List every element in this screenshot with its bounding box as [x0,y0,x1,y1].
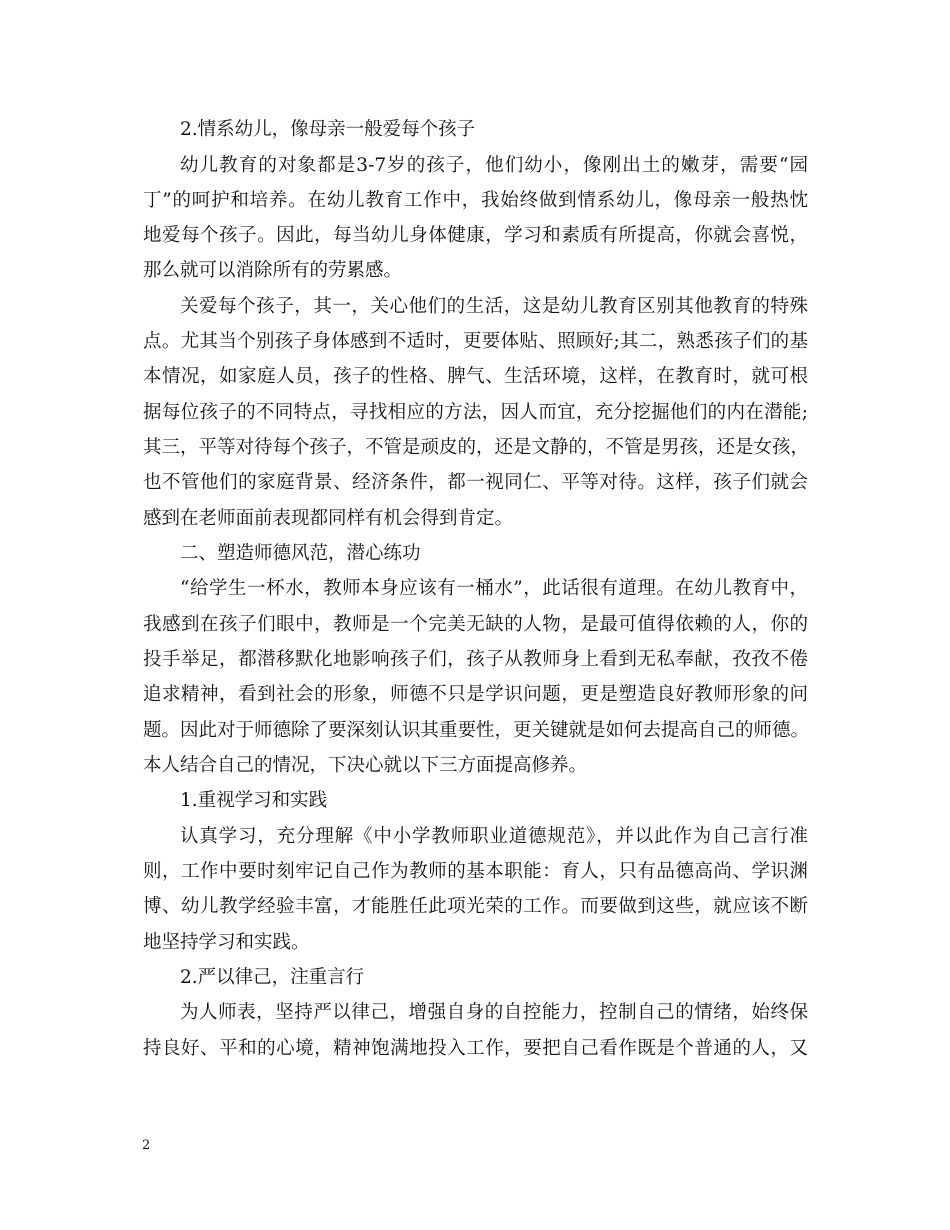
paragraph-line: 题。因此对于师德除了要深刻认识其重要性，更关键就是如何去提高自己的师德。 [143,720,810,741]
paragraph-line: 追求精神，看到社会的形象，师德不只是学识问题，更是塑造良好教师形象的问 [143,684,808,705]
paragraph-line: 地爱每个孩子。因此，每当幼儿身体健康，学习和素质有所提高，你就会喜悦， [143,225,808,246]
paragraph-line: 也不管他们的家庭背景、经济条件，都一视同仁、平等对待。这样，孩子们就会 [143,472,808,493]
paragraph-line: 持良好、平和的心境，精神饱满地投入工作，要把自己看作既是个普通的人，又 [143,1038,808,1059]
paragraph-line: 点。尤其当个别孩子身体感到不适时，更要体贴、照顾好;其二，熟悉孩子们的基 [143,331,808,352]
paragraph-line: 投手举足，都潜移默化地影响孩子们，孩子从教师身上看到无私奉献，孜孜不倦 [143,649,808,670]
heading-study-practice: 1.重视学习和实践 [180,790,328,811]
paragraph-line: 本人结合自己的情况，下决心就以下三方面提高修养。 [143,755,588,776]
heading-teacher-ethics: 二、塑造师德风范，潜心练功 [180,543,421,564]
paragraph-line: 认真学习，充分理解《中小学教师职业道德规范》，并以此作为自己言行准 [180,826,808,847]
paragraph-line: 那么就可以消除所有的劳累感。 [143,260,403,281]
page-number: 2 [142,1138,151,1153]
heading-emotion-children: 2.情系幼儿，像母亲一般爱每个孩子 [180,119,476,140]
paragraph-line: 则，工作中要时刻牢记自己作为教师的基本职能：育人，只有品德高尚、学识渊 [143,861,808,882]
paragraph-line: “给学生一杯水，教师本身应该有一桶水”，此话很有道理。在幼儿教育中， [180,578,808,599]
paragraph-line: 博、幼儿教学经验丰富，才能胜任此项光荣的工作。而要做到这些，就应该不断 [143,896,808,917]
paragraph-line: 为人师表，坚持严以律己，增强自身的自控能力，控制自己的情绪，始终保 [180,1002,808,1023]
paragraph-line: 我感到在孩子们眼中，教师是一个完美无缺的人物，是最可值得依赖的人，你的 [143,614,808,635]
paragraph-line: 关爱每个孩子，其一，关心他们的生活，这是幼儿教育区别其他教育的特殊 [180,296,808,317]
paragraph-line: 丁”的呵护和培养。在幼儿教育工作中，我始终做到情系幼儿，像母亲一般热忱 [143,190,808,211]
paragraph-line: 据每位孩子的不同特点，寻找相应的方法，因人而宜，充分挖掘他们的内在潜能; [143,402,808,423]
paragraph-line: 幼儿教育的对象都是3-7岁的孩子，他们幼小，像刚出土的嫩芽，需要“园 [180,155,808,176]
paragraph-line: 本情况，如家庭人员，孩子的性格、脾气、生活环境，这样，在教育时，就可根 [143,366,808,387]
paragraph-line: 感到在老师面前表现都同样有机会得到肯定。 [143,508,514,529]
paragraph-line: 地坚持学习和实践。 [143,932,310,953]
heading-self-discipline: 2.严以律己，注重言行 [180,967,365,988]
paragraph-line: 其三，平等对待每个孩子，不管是顽皮的，还是文静的，不管是男孩，还是女孩， [143,437,810,458]
